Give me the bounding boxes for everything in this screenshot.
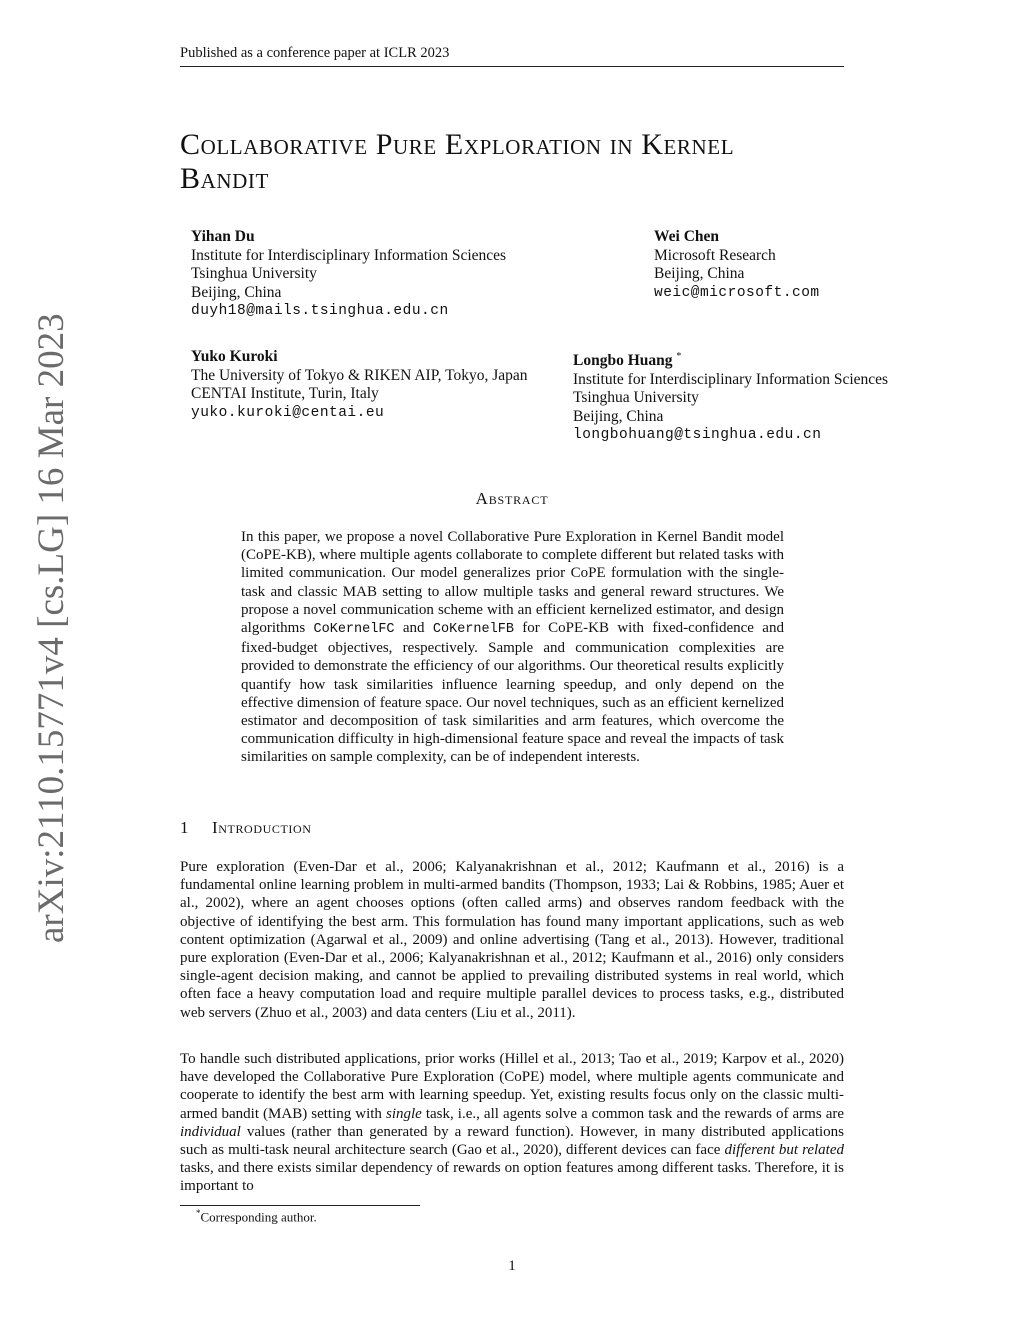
- author-affiliation: Beijing, China: [654, 265, 745, 282]
- author-email[interactable]: duyh18@mails.tsinghua.edu.cn: [191, 303, 449, 319]
- emphasis-text: individual: [180, 1123, 241, 1140]
- paragraph-text: tasks, and there exists similar dependency of rewards on option features among different tasks. Therefore, it is important to: [180, 1160, 844, 1195]
- author-affiliation: Tsinghua University: [191, 265, 317, 282]
- author-block-chen: [654, 228, 820, 302]
- author-affiliation: Beijing, China: [191, 283, 282, 301]
- algorithm-name: CoKernelFC: [313, 622, 395, 638]
- intro-paragraph-2: [180, 1050, 844, 1196]
- author-email[interactable]: longbohuang@tsinghua.edu.cn: [573, 427, 822, 444]
- author-affiliation: Beijing, China: [573, 407, 664, 425]
- header-rule: [180, 66, 844, 67]
- author-name: Wei Chen: [654, 228, 720, 245]
- section-heading: [180, 818, 312, 838]
- author-name: Yihan Du: [191, 228, 255, 245]
- emphasis-text: different but related: [724, 1142, 845, 1159]
- author-affiliation: Tsinghua University: [573, 389, 699, 407]
- section-title: Introduction: [212, 818, 312, 837]
- abstract-text-part: for CoPE-KB with fixed-confidence and fixed-budget objectives, respectively. Sample and communication complexities are provided to demonstrate the efficiency of our algorithms. Our theoretical results explicitly quantify how task similarities influence learning speedup, and only depend on the effective dimension of feature space. Our novel techniques, such as an efficient kernelized estimator and decomposition of task similarities and arm features, which overcome the communication difficulty in high-dimensional feature space and reveal the impacts of task similarities on sample complexity, can be of independent interests.: [241, 620, 784, 766]
- author-name: Yuko Kuroki: [191, 348, 278, 365]
- footnote: [196, 1208, 317, 1225]
- author-email[interactable]: yuko.kuroki@centai.eu: [191, 404, 385, 421]
- abstract-text-part: and: [394, 620, 433, 637]
- title-line-1: Collaborative Pure Exploration in Kernel: [180, 128, 735, 161]
- author-block-kuroki: [191, 348, 528, 422]
- author-affiliation: The University of Tokyo & RIKEN AIP, Tokyo, Japan: [191, 366, 528, 384]
- author-block-du: [191, 228, 506, 321]
- paper-title: [180, 128, 860, 196]
- footnote-rule: [180, 1205, 420, 1206]
- paragraph-text: task, i.e., all agents solve a common task and the rewards of arms are: [421, 1105, 844, 1122]
- section-number: 1: [180, 818, 190, 837]
- abstract-text-part: In this paper, we propose a novel Collaborative Pure Exploration in Kernel Bandit model (CoPE-KB), where multiple agents collaborate to complete different but related tasks with limited communication. Our model generalizes prior CoPE formulation with the single-task and classic MAB setting to allow multiple tasks and general reward structures. We propose a novel communication scheme with an efficient kernelized estimator, and design algorithms: [241, 529, 784, 637]
- author-name: Longbo Huang: [573, 352, 673, 370]
- abstract-text: [241, 528, 784, 767]
- author-name-with-marker: [573, 348, 888, 371]
- running-header: Published as a conference paper at ICLR 2023: [180, 45, 450, 61]
- intro-paragraph-1: Pure exploration (Even-Dar et al., 2006; Kalyanakrishnan et al., 2012; Kaufmann et al., 2016) is a fundamental online learning problem in multi-armed bandits (Thompson, 1933; Lai & Robbins, 1985; Auer et al., 2002), where an agent chooses options (often called arms) and observes random feedback with the objective of identifying the best arm. This formulation has found many important applications, such as web content optimization (Agarwal et al., 2009) and online advertising (Tang et al., 2013). However, traditional pure exploration (Even-Dar et al., 2006; Kalyanakrishnan et al., 2012; Kaufmann et al., 2016) only considers single-agent decision making, and cannot be applied to prevailing distributed systems in real world, which often face a heavy computation load and require multiple parallel devices to process tasks, e.g., distributed web servers (Zhuo et al., 2003) and data centers (Liu et al., 2011).: [180, 859, 844, 1021]
- author-affiliation: Institute for Interdisciplinary Information Sciences: [191, 246, 507, 264]
- paragraph-text: values (rather than generated by a reward function). However, in many distributed applications such as multi-task neural architecture search (Gao et al., 2020), different devices can face: [180, 1123, 844, 1159]
- author-affiliation: CENTAI Institute, Turin, Italy: [191, 385, 379, 402]
- abstract-heading: Abstract: [475, 489, 549, 508]
- footnote-text: Corresponding author.: [200, 1209, 317, 1225]
- author-affiliation: Institute for Interdisciplinary Information Sciences: [573, 370, 889, 388]
- algorithm-name: CoKernelFB: [432, 622, 514, 638]
- emphasis-text: single: [385, 1105, 422, 1122]
- author-block-huang: [573, 348, 888, 445]
- page-number: 1: [508, 1258, 516, 1274]
- corresponding-marker: *: [676, 351, 682, 362]
- footnote-marker: *: [196, 1208, 201, 1218]
- arxiv-stamp: arXiv:2110.15771v4 [cs.LG] 16 Mar 2023: [31, 313, 72, 943]
- paragraph-text: To handle such distributed applications, prior works (Hillel et al., 2013; Tao et al., 2019; Karpov et al., 2020) have developed the Collaborative Pure Exploration (CoPE) model, where multiple agents communicate and cooperate to identify the best arm with learning speedup. Yet, existing results focus only on the classic multi-armed bandit (MAB) setting with: [180, 1051, 844, 1122]
- title-line-2: Bandit: [180, 162, 269, 195]
- author-affiliation: Microsoft Research: [654, 246, 776, 264]
- author-email[interactable]: weic@microsoft.com: [654, 284, 820, 301]
